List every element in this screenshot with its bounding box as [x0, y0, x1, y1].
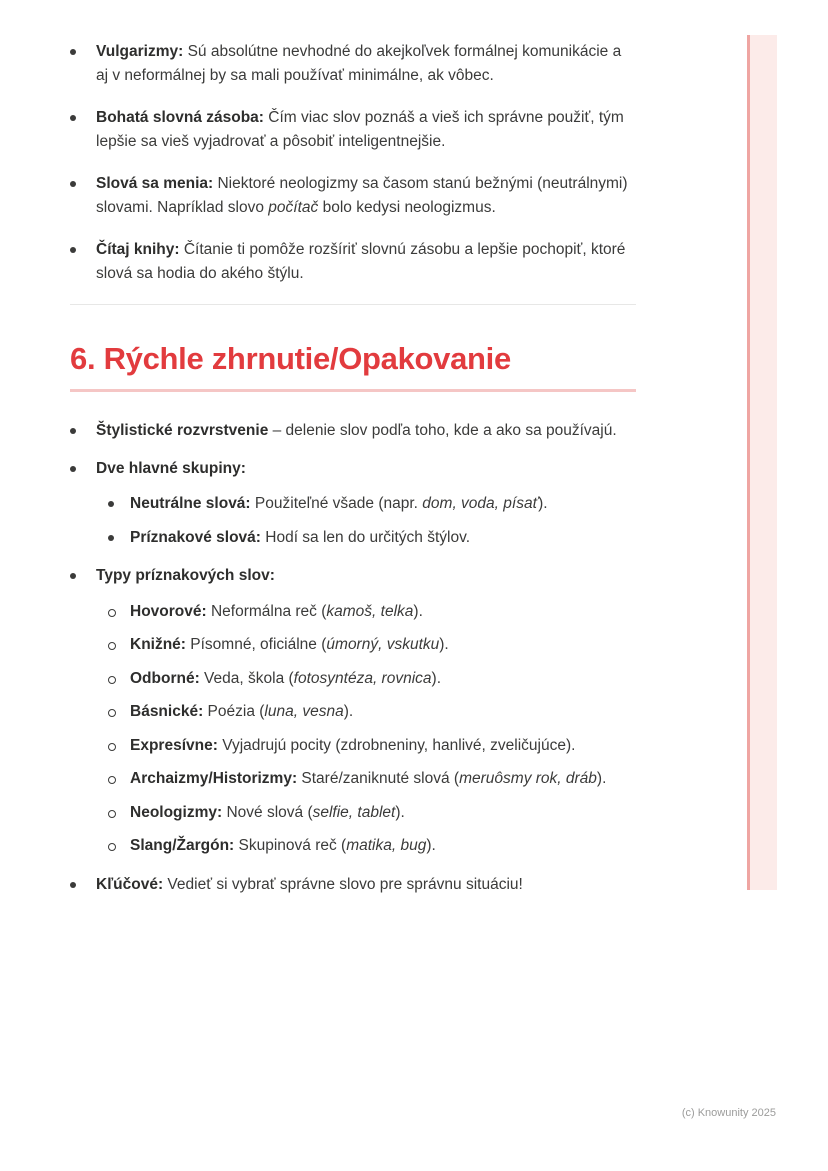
sub-list-item [108, 767, 636, 791]
item-italic: luna, vesna [264, 703, 344, 721]
bullet-marker [108, 633, 130, 650]
summary-list [70, 419, 636, 898]
item-body: Čítanie ti pomôže rozšíriť slovnú zásobu a lepšie pochopiť, ktoré slová sa hodia do akého štýlu. [96, 240, 626, 283]
item-body: Staré/zaniknuté slová ( [297, 770, 460, 788]
sub-list-item [108, 700, 636, 724]
item-body-after: ). [426, 837, 436, 855]
sub-list-item [108, 734, 636, 758]
bullet-marker [108, 526, 130, 541]
item-italic: úmorný, vskutku [326, 636, 440, 654]
item-body: Niektoré neologizmy sa časom stanú bežnými (neutrálnymi) slovami. Napríklad slovo [96, 174, 628, 217]
bullet-icon [70, 115, 76, 121]
item-label: Slová sa menia: [96, 174, 214, 192]
item-text [130, 600, 636, 624]
item-label: Štylistické rozvrstvenie [96, 421, 269, 439]
item-label: Knižné: [130, 636, 186, 654]
item-label: Vulgarizmy: [96, 43, 184, 60]
bullet-marker [108, 492, 130, 507]
item-body: Vyjadrujú pocity (zdrobneniny, hanlivé, zveličujúce). [217, 736, 576, 754]
bullet-icon [70, 49, 76, 55]
list-item [70, 106, 636, 155]
bullet-icon [70, 882, 76, 888]
item-text [130, 667, 636, 691]
item-body: Veda, škola ( [199, 669, 294, 687]
bullet-icon [70, 428, 76, 434]
item-body: Vedieť si vybrať správne slovo pre správnu situáciu! [163, 875, 523, 893]
item-text [96, 564, 636, 858]
circle-bullet-icon [108, 776, 116, 784]
list-item [70, 40, 636, 89]
bullet-marker [108, 801, 130, 818]
item-body-after: ). [395, 803, 405, 821]
item-body: Skupinová reč ( [234, 837, 347, 855]
bullet-marker [70, 564, 96, 579]
copyright-text: (c) Knowunity 2025 [681, 1107, 776, 1119]
item-body: Poézia ( [203, 703, 265, 721]
item-text [130, 834, 636, 858]
item-label: Odborné: [130, 669, 200, 687]
bullet-icon [70, 181, 76, 187]
list-item [70, 172, 636, 221]
item-text [130, 734, 636, 758]
item-body-after: ). [413, 602, 423, 620]
item-body: Použiteľné všade (napr. [250, 495, 423, 513]
bullet-marker [70, 40, 96, 55]
bullet-marker [108, 734, 130, 751]
sub-list-item [108, 834, 636, 858]
item-label: Hovorové: [130, 602, 207, 620]
item-italic: fotosyntéza, rovnica [293, 669, 432, 687]
section-divider [70, 304, 636, 305]
sub-list-item [108, 600, 636, 624]
item-label: Neologizmy: [130, 803, 223, 821]
sub-list-item [108, 633, 636, 657]
circle-bullet-icon [108, 743, 116, 751]
page-edge-highlight [747, 35, 777, 890]
list-item [70, 457, 636, 550]
sub-list-item [108, 492, 636, 516]
item-label: Expresívne: [130, 736, 218, 754]
bullet-marker [70, 106, 96, 121]
heading-underline [70, 389, 636, 392]
item-text [96, 873, 636, 897]
item-label: Kľúčové: [96, 875, 164, 893]
list-item [70, 873, 636, 897]
sub-list-item [108, 801, 636, 825]
bullet-marker [70, 873, 96, 888]
item-body: Nové slová ( [222, 803, 313, 821]
item-text [96, 419, 636, 443]
bullet-marker [108, 767, 130, 784]
circle-bullet-icon [108, 810, 116, 818]
list-item [70, 564, 636, 858]
item-body: Sú absolútne nevhodné do akejkoľvek formálnej komunikácie a aj v neformálnej by sa mali používať minimálne, ak vôbec. [96, 43, 622, 85]
item-body-after: ). [439, 636, 449, 654]
item-body: Písomné, oficiálne ( [185, 636, 327, 654]
item-italic: meruôsmy rok, dráb [459, 770, 597, 788]
item-body-after: ). [596, 770, 607, 788]
item-label: Slang/Žargón: [130, 837, 235, 855]
item-label: Básnické: [130, 703, 204, 721]
item-text [96, 172, 636, 221]
list-item [70, 238, 636, 287]
bullet-marker [108, 834, 130, 851]
section-heading: 6. Rýchle zhrnutie/Opakovanie [70, 340, 511, 376]
item-text [130, 700, 636, 724]
bullet-marker [108, 700, 130, 717]
item-body-after: bolo kedysi neologizmus. [318, 199, 496, 217]
circle-bullet-icon [108, 843, 116, 851]
item-label: Typy príznakových slov: [96, 567, 275, 585]
item-body-after: ). [431, 669, 441, 687]
bullet-marker [70, 457, 96, 472]
circle-bullet-icon [108, 709, 116, 717]
sub-list [108, 492, 636, 550]
sub-list [108, 600, 636, 859]
bullet-marker [70, 172, 96, 187]
item-italic: dom, voda, písať [422, 495, 539, 513]
item-label: Archaizmy/Historizmy: [130, 770, 298, 788]
item-label: Dve hlavné skupiny: [96, 460, 246, 477]
item-italic: kamoš, telka [326, 602, 414, 620]
item-label: Neutrálne slová: [130, 495, 251, 513]
document-content [70, 40, 636, 911]
bullet-marker [70, 419, 96, 434]
bullet-icon [108, 501, 114, 507]
item-label: Príznakové slová: [130, 528, 261, 546]
item-text [96, 40, 636, 89]
circle-bullet-icon [108, 642, 116, 650]
item-text [96, 238, 636, 287]
list-item [70, 419, 636, 443]
sub-list-item [108, 526, 636, 550]
item-text [96, 106, 636, 155]
bullet-icon [70, 573, 76, 579]
bullet-icon [70, 247, 76, 253]
intro-list [70, 40, 636, 287]
item-italic: matika, bug [346, 837, 427, 855]
item-label: Bohatá slovná zásoba: [96, 108, 264, 126]
item-body: Neformálna reč ( [206, 602, 327, 620]
item-body: Čím viac slov poznáš a vieš ich správne použiť, tým lepšie sa vieš vyjadrovať a pôsobiť inteligentnejšie. [96, 108, 624, 151]
bullet-marker [70, 238, 96, 253]
bullet-icon [108, 535, 114, 541]
bullet-icon [70, 466, 76, 472]
sub-list-item [108, 667, 636, 691]
bullet-marker [108, 667, 130, 684]
item-text [130, 492, 636, 516]
item-text [130, 633, 636, 657]
item-body: Hodí sa len do určitých štýlov. [260, 528, 471, 546]
item-body-after: ). [538, 495, 548, 513]
item-text [130, 526, 636, 550]
item-text [130, 801, 636, 825]
item-italic: selfie, tablet [312, 803, 396, 821]
item-body-after: ). [343, 703, 354, 721]
item-text [130, 767, 636, 791]
item-text [96, 457, 636, 550]
item-body: – delenie slov podľa toho, kde a ako sa používajú. [268, 421, 617, 439]
circle-bullet-icon [108, 676, 116, 684]
bullet-marker [108, 600, 130, 617]
item-italic: počítač [268, 199, 319, 217]
item-label: Čítaj knihy: [96, 240, 180, 258]
circle-bullet-icon [108, 609, 116, 617]
